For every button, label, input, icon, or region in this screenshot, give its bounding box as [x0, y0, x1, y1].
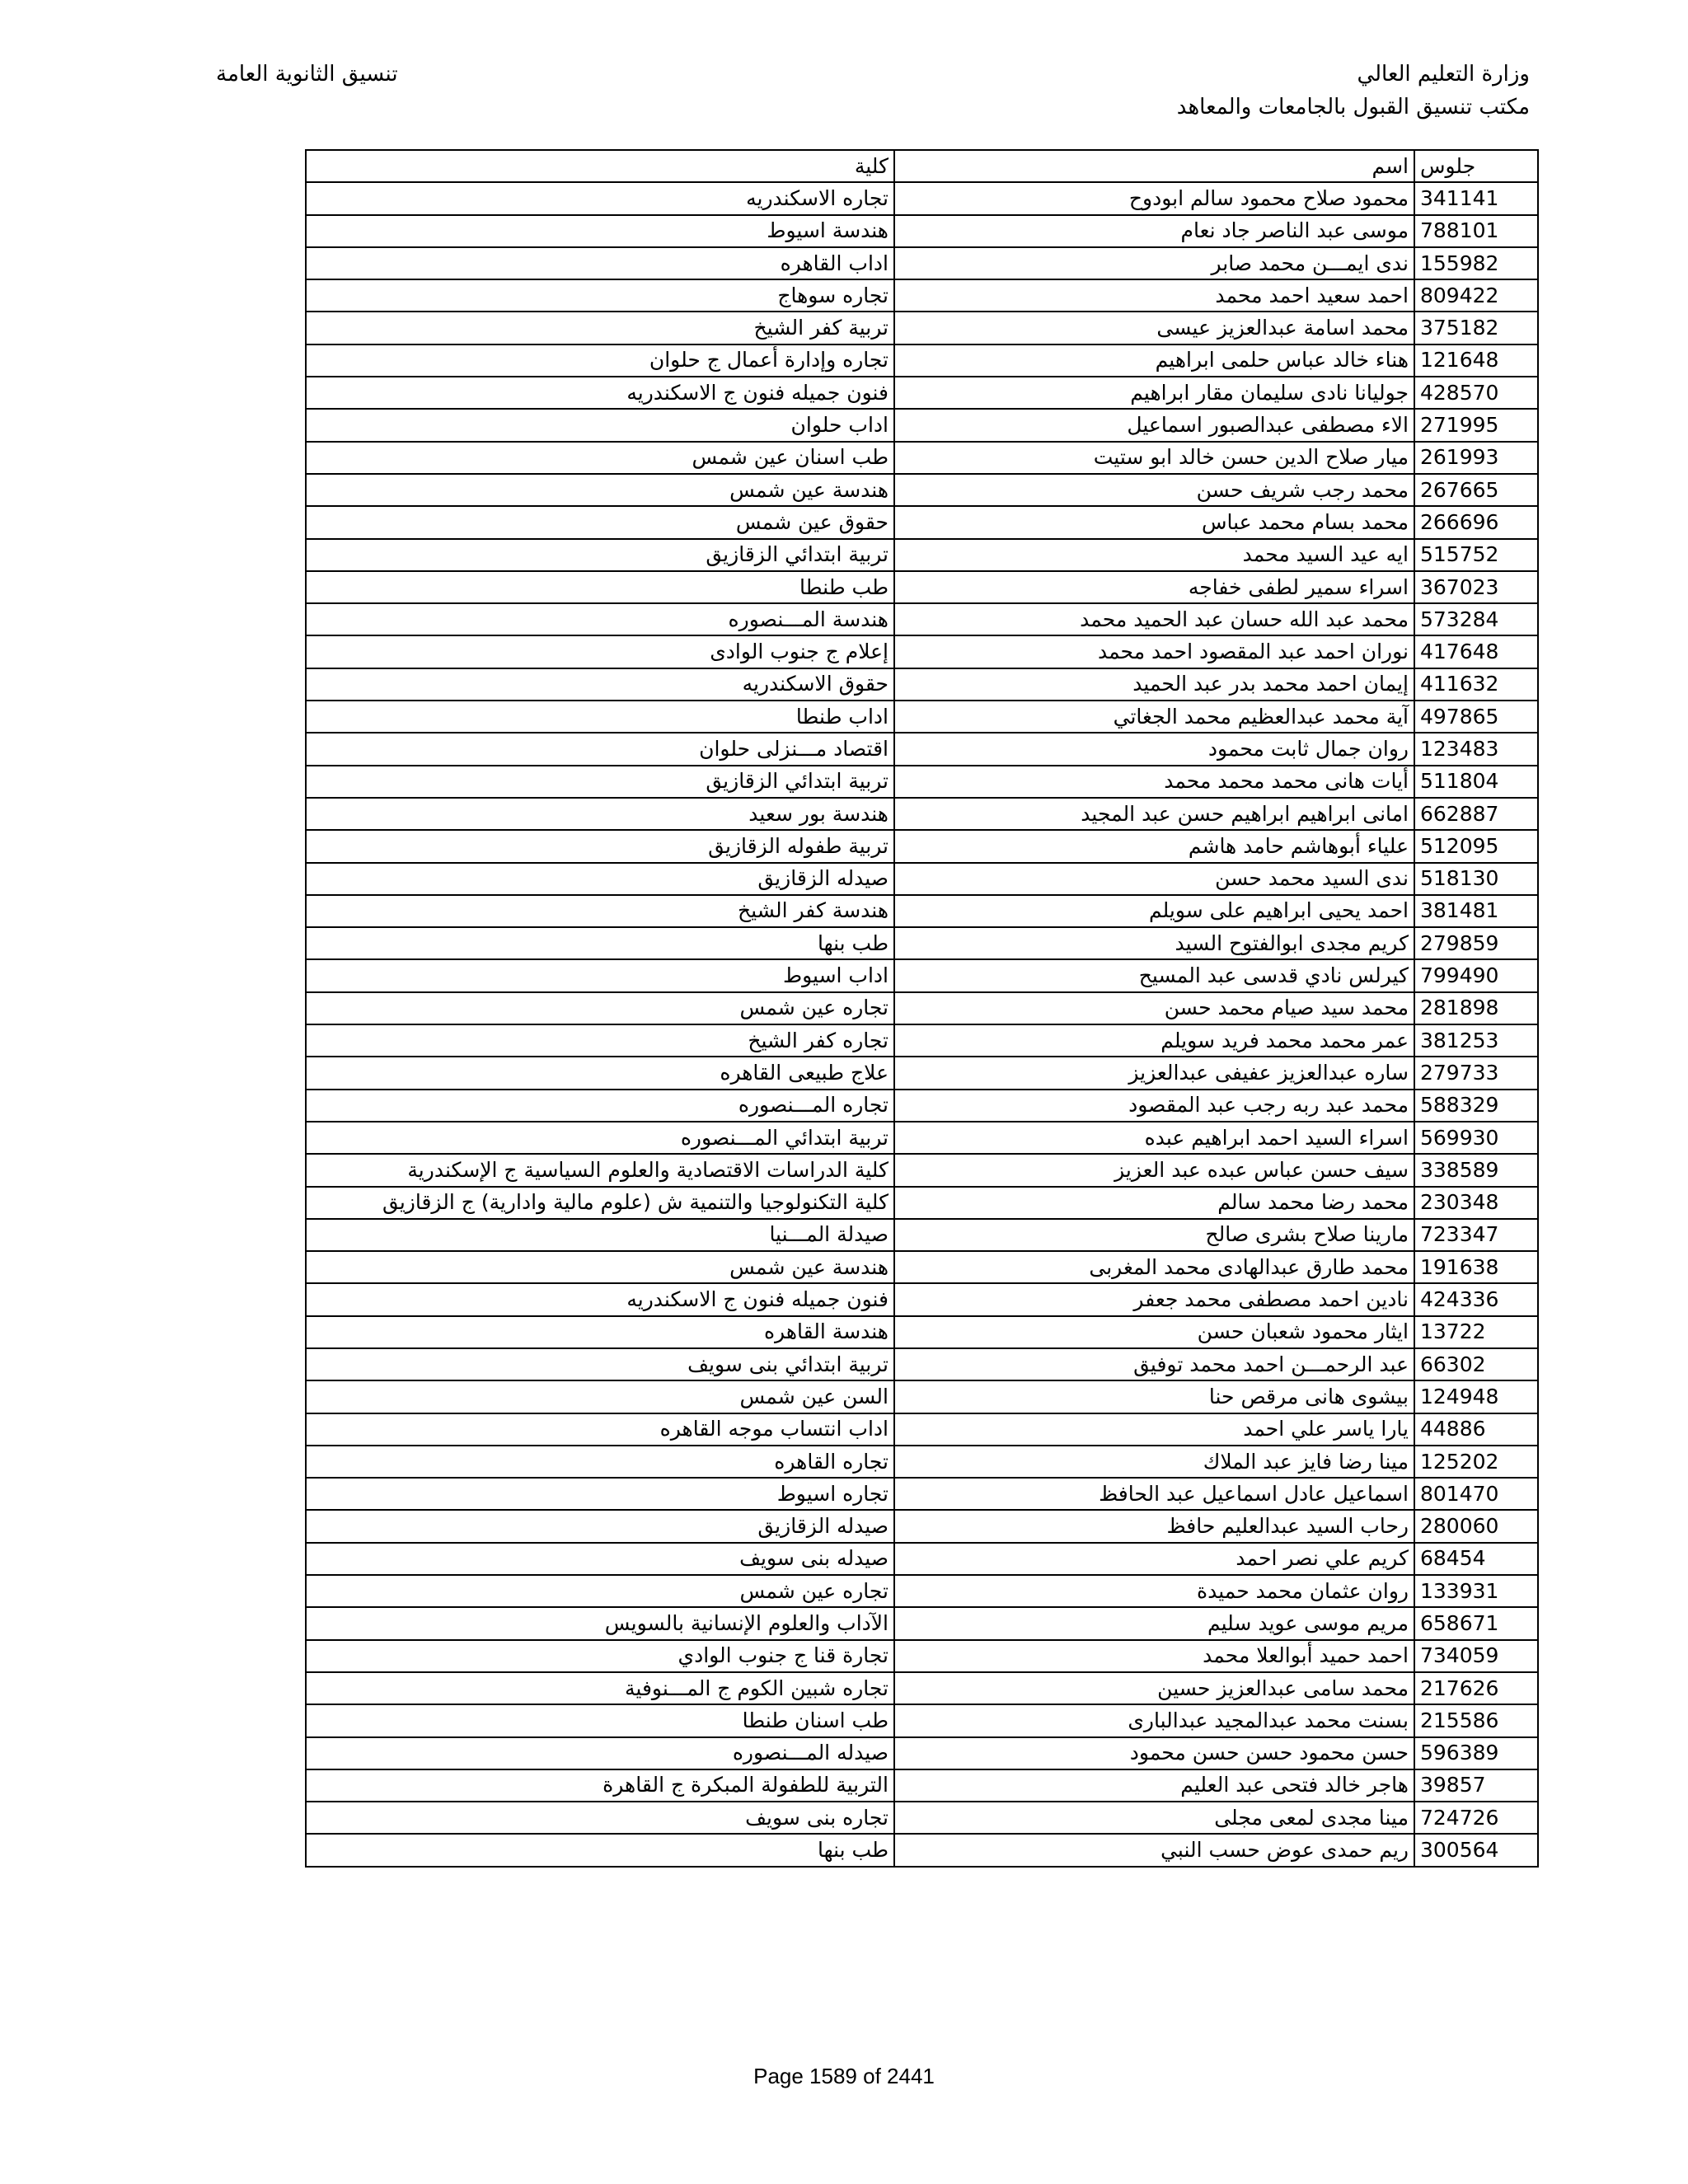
- name-cell: محمد سامى عبدالعزيز حسين: [894, 1672, 1414, 1704]
- seat-number-cell: 588329: [1414, 1090, 1538, 1122]
- name-cell: امانى ابراهيم ابراهيم حسن عبد المجيد: [894, 798, 1414, 830]
- admissions-table: [305, 149, 1539, 1868]
- ministry-title: وزارة التعليم العالي: [1357, 62, 1530, 87]
- name-cell: يارا ياسر علي احمد: [894, 1413, 1414, 1446]
- seat-number-cell: 217626: [1414, 1672, 1538, 1704]
- name-cell: اسراء السيد احمد ابراهيم عبده: [894, 1122, 1414, 1154]
- table-row: [306, 668, 1538, 701]
- faculty-cell: اقتصاد مـــنزلى حلوان: [306, 733, 894, 765]
- faculty-cell: اداب طنطا: [306, 701, 894, 733]
- table-row: [306, 1413, 1538, 1446]
- name-cell: كريم علي نصر احمد: [894, 1543, 1414, 1575]
- table-row: [306, 247, 1538, 279]
- seat-number-cell: 734059: [1414, 1640, 1538, 1672]
- name-cell: ريم حمدى عوض حسب النبي: [894, 1834, 1414, 1866]
- table-row: [306, 377, 1538, 409]
- table-row: [306, 1769, 1538, 1802]
- seat-number-cell: 267665: [1414, 474, 1538, 506]
- seat-number-cell: 66302: [1414, 1348, 1538, 1380]
- name-cell: احمد يحيى ابراهيم على سويلم: [894, 895, 1414, 927]
- faculty-cell: السن عين شمس: [306, 1380, 894, 1413]
- table-row: [306, 1575, 1538, 1607]
- table-row: [306, 312, 1538, 344]
- column-header-name: اسم: [894, 150, 1414, 182]
- faculty-cell: تجارة قنا ج جنوب الوادي: [306, 1640, 894, 1672]
- name-cell: حسن محمود حسن حسن محمود: [894, 1737, 1414, 1769]
- faculty-cell: تربية طفوله الزقازيق: [306, 830, 894, 862]
- name-cell: الاء مصطفى عبدالصبور اسماعيل: [894, 409, 1414, 441]
- faculty-cell: صيدله الزقازيق: [306, 863, 894, 895]
- seat-number-cell: 279859: [1414, 927, 1538, 959]
- faculty-cell: الآداب والعلوم الإنسانية بالسويس: [306, 1607, 894, 1639]
- seat-number-cell: 428570: [1414, 377, 1538, 409]
- seat-number-cell: 723347: [1414, 1219, 1538, 1251]
- table-row: [306, 798, 1538, 830]
- table-row: [306, 927, 1538, 959]
- office-title: مكتب تنسيق القبول بالجامعات والمعاهد: [1176, 95, 1530, 120]
- table-row: [306, 830, 1538, 862]
- faculty-cell: كلية التكنولوجيا والتنمية ش (علوم مالية وادارية) ج الزقازيق: [306, 1187, 894, 1219]
- table-row: [306, 1251, 1538, 1283]
- name-cell: مينا رضا فايز عبد الملاك: [894, 1446, 1414, 1478]
- table-row: [306, 1510, 1538, 1542]
- seat-number-cell: 121648: [1414, 344, 1538, 377]
- faculty-cell: إعلام ج جنوب الوادى: [306, 635, 894, 668]
- faculty-cell: صيدلة المـــنيا: [306, 1219, 894, 1251]
- seat-number-cell: 280060: [1414, 1510, 1538, 1542]
- seat-number-cell: 569930: [1414, 1122, 1538, 1154]
- name-cell: نادين احمد مصطفى محمد جعفر: [894, 1283, 1414, 1315]
- table-row: [306, 1090, 1538, 1122]
- seat-number-cell: 68454: [1414, 1543, 1538, 1575]
- page-number: Page 1589 of 2441: [753, 2064, 935, 2088]
- faculty-cell: صيدله بنى سويف: [306, 1543, 894, 1575]
- table-row: [306, 992, 1538, 1024]
- faculty-cell: تربية ابتدائي الزقازيق: [306, 766, 894, 798]
- seat-number-cell: 375182: [1414, 312, 1538, 344]
- name-cell: هناء خالد عباس حلمى ابراهيم: [894, 344, 1414, 377]
- table-row: [306, 1122, 1538, 1154]
- table-row: [306, 1446, 1538, 1478]
- table-row: [306, 1187, 1538, 1219]
- table-row: [306, 733, 1538, 765]
- seat-number-cell: 801470: [1414, 1478, 1538, 1510]
- seat-number-cell: 191638: [1414, 1251, 1538, 1283]
- faculty-cell: حقوق الاسكندريه: [306, 668, 894, 701]
- name-cell: ندى ايمـــن محمد صابر: [894, 247, 1414, 279]
- name-cell: محمد سيد صيام محمد حسن: [894, 992, 1414, 1024]
- seat-number-cell: 512095: [1414, 830, 1538, 862]
- name-cell: عبد الرحمـــن احمد محمد توفيق: [894, 1348, 1414, 1380]
- name-cell: كيرلس نادي قدسى عبد المسيح: [894, 959, 1414, 991]
- seat-number-cell: 125202: [1414, 1446, 1538, 1478]
- table-row: [306, 409, 1538, 441]
- admissions-table-body: [306, 150, 1538, 1867]
- faculty-cell: طب بنها: [306, 927, 894, 959]
- name-cell: روان عثمان محمد حميدة: [894, 1575, 1414, 1607]
- seat-number-cell: 215586: [1414, 1704, 1538, 1736]
- seat-number-cell: 281898: [1414, 992, 1538, 1024]
- faculty-cell: اداب اسيوط: [306, 959, 894, 991]
- table-row: [306, 474, 1538, 506]
- faculty-cell: تربية كفر الشيخ: [306, 312, 894, 344]
- seat-number-cell: 424336: [1414, 1283, 1538, 1315]
- table-row: [306, 506, 1538, 538]
- coordination-title: تنسيق الثانوية العامة: [216, 62, 398, 87]
- seat-number-cell: 123483: [1414, 733, 1538, 765]
- faculty-cell: طب بنها: [306, 1834, 894, 1866]
- faculty-cell: تجاره المـــنصوره: [306, 1090, 894, 1122]
- seat-number-cell: 44886: [1414, 1413, 1538, 1446]
- name-cell: ساره عبدالعزيز عفيفى عبدالعزيز: [894, 1057, 1414, 1089]
- faculty-cell: تجاره كفر الشيخ: [306, 1024, 894, 1057]
- seat-number-cell: 39857: [1414, 1769, 1538, 1802]
- table-row: [306, 539, 1538, 571]
- table-row: [306, 571, 1538, 603]
- faculty-cell: تربية ابتدائي المـــنصوره: [306, 1122, 894, 1154]
- faculty-cell: هندسة كفر الشيخ: [306, 895, 894, 927]
- seat-number-cell: 341141: [1414, 182, 1538, 214]
- seat-number-cell: 417648: [1414, 635, 1538, 668]
- name-cell: محمد رضا محمد سالم: [894, 1187, 1414, 1219]
- table-row: [306, 1024, 1538, 1057]
- seat-number-cell: 279733: [1414, 1057, 1538, 1089]
- name-cell: جوليانا نادى سليمان مقار ابراهيم: [894, 377, 1414, 409]
- name-cell: عمر محمد محمد فريد سويلم: [894, 1024, 1414, 1057]
- seat-number-cell: 266696: [1414, 506, 1538, 538]
- faculty-cell: حقوق عين شمس: [306, 506, 894, 538]
- faculty-cell: طب طنطا: [306, 571, 894, 603]
- seat-number-cell: 381253: [1414, 1024, 1538, 1057]
- table-row: [306, 1543, 1538, 1575]
- seat-number-cell: 724726: [1414, 1802, 1538, 1834]
- table-row: [306, 959, 1538, 991]
- seat-number-cell: 13722: [1414, 1316, 1538, 1348]
- faculty-cell: تجاره وإدارة أعمال ج حلوان: [306, 344, 894, 377]
- table-row: [306, 1348, 1538, 1380]
- faculty-cell: هندسة القاهره: [306, 1316, 894, 1348]
- name-cell: إيمان احمد محمد بدر عبد الحميد: [894, 668, 1414, 701]
- table-row: [306, 1283, 1538, 1315]
- table-row: [306, 766, 1538, 798]
- name-cell: محمد اسامة عبدالعزيز عيسى: [894, 312, 1414, 344]
- name-cell: اسماعيل عادل اسماعيل عبد الحافظ: [894, 1478, 1414, 1510]
- table-row: [306, 182, 1538, 214]
- seat-number-cell: 155982: [1414, 247, 1538, 279]
- table-row: [306, 1802, 1538, 1834]
- table-row: [306, 1704, 1538, 1736]
- faculty-cell: هندسة بور سعيد: [306, 798, 894, 830]
- faculty-cell: طب اسنان طنطا: [306, 1704, 894, 1736]
- name-cell: علياء أبوهاشم حامد هاشم: [894, 830, 1414, 862]
- name-cell: آية محمد عبدالعظيم محمد الجغاتي: [894, 701, 1414, 733]
- seat-number-cell: 511804: [1414, 766, 1538, 798]
- name-cell: محمد طارق عبدالهادى محمد المغربى: [894, 1251, 1414, 1283]
- seat-number-cell: 596389: [1414, 1737, 1538, 1769]
- seat-number-cell: 658671: [1414, 1607, 1538, 1639]
- faculty-cell: تجاره شبين الكوم ج المـــنوفية: [306, 1672, 894, 1704]
- name-cell: نوران احمد عبد المقصود احمد محمد: [894, 635, 1414, 668]
- name-cell: موسى عبد الناصر جاد نعام: [894, 215, 1414, 247]
- name-cell: هاجر خالد فتحى عبد العليم: [894, 1769, 1414, 1802]
- name-cell: مريم موسى عويد سليم: [894, 1607, 1414, 1639]
- table-row: [306, 1607, 1538, 1639]
- faculty-cell: تجاره عين شمس: [306, 1575, 894, 1607]
- seat-number-cell: 367023: [1414, 571, 1538, 603]
- name-cell: ايه عيد السيد محمد: [894, 539, 1414, 571]
- name-cell: بسنت محمد عبدالمجيد عبدالبارى: [894, 1704, 1414, 1736]
- name-cell: روان جمال ثابت محمود: [894, 733, 1414, 765]
- seat-number-cell: 271995: [1414, 409, 1538, 441]
- seat-number-cell: 133931: [1414, 1575, 1538, 1607]
- faculty-cell: تجاره اسيوط: [306, 1478, 894, 1510]
- name-cell: بيشوى هانى مرقص حنا: [894, 1380, 1414, 1413]
- faculty-cell: هندسة عين شمس: [306, 474, 894, 506]
- column-header-faculty: كلية: [306, 150, 894, 182]
- table-row: [306, 279, 1538, 312]
- table-header-row: [306, 150, 1538, 182]
- name-cell: ايثار محمود شعبان حسن: [894, 1316, 1414, 1348]
- faculty-cell: صيدله المـــنصوره: [306, 1737, 894, 1769]
- table-row: [306, 1672, 1538, 1704]
- seat-number-cell: 788101: [1414, 215, 1538, 247]
- name-cell: مينا مجدى لمعى مجلى: [894, 1802, 1414, 1834]
- table-row: [306, 701, 1538, 733]
- name-cell: ندى السيد محمد حسن: [894, 863, 1414, 895]
- seat-number-cell: 411632: [1414, 668, 1538, 701]
- table-row: [306, 1380, 1538, 1413]
- seat-number-cell: 809422: [1414, 279, 1538, 312]
- faculty-cell: اداب انتساب موجه القاهره: [306, 1413, 894, 1446]
- table-row: [306, 1219, 1538, 1251]
- table-row: [306, 215, 1538, 247]
- faculty-cell: اداب حلوان: [306, 409, 894, 441]
- table-row: [306, 1057, 1538, 1089]
- table-row: [306, 635, 1538, 668]
- table-row: [306, 1834, 1538, 1866]
- column-header-seat-number: جلوس: [1414, 150, 1538, 182]
- seat-number-cell: 518130: [1414, 863, 1538, 895]
- seat-number-cell: 662887: [1414, 798, 1538, 830]
- faculty-cell: تجاره القاهره: [306, 1446, 894, 1478]
- name-cell: محمد رجب شريف حسن: [894, 474, 1414, 506]
- seat-number-cell: 300564: [1414, 1834, 1538, 1866]
- name-cell: ميار صلاح الدين حسن خالد ابو ستيت: [894, 442, 1414, 474]
- seat-number-cell: 497865: [1414, 701, 1538, 733]
- seat-number-cell: 338589: [1414, 1154, 1538, 1186]
- faculty-cell: تربية ابتدائي بنى سويف: [306, 1348, 894, 1380]
- faculty-cell: فنون جميله فنون ج الاسكندريه: [306, 377, 894, 409]
- faculty-cell: تربية ابتدائي الزقازيق: [306, 539, 894, 571]
- name-cell: احمد سعيد احمد محمد: [894, 279, 1414, 312]
- table-row: [306, 442, 1538, 474]
- table-row: [306, 1478, 1538, 1510]
- seat-number-cell: 381481: [1414, 895, 1538, 927]
- faculty-cell: هندسة عين شمس: [306, 1251, 894, 1283]
- faculty-cell: تجاره عين شمس: [306, 992, 894, 1024]
- seat-number-cell: 124948: [1414, 1380, 1538, 1413]
- table-row: [306, 344, 1538, 377]
- faculty-cell: تجاره سوهاج: [306, 279, 894, 312]
- faculty-cell: علاج طبيعى القاهره: [306, 1057, 894, 1089]
- name-cell: اسراء سمير لطفى خفاجه: [894, 571, 1414, 603]
- name-cell: مارينا صلاح بشرى صالح: [894, 1219, 1414, 1251]
- faculty-cell: هندسة المـــنصوره: [306, 603, 894, 635]
- table-row: [306, 603, 1538, 635]
- name-cell: محمد عبد الله حسان عبد الحميد محمد: [894, 603, 1414, 635]
- faculty-cell: تجاره بنى سويف: [306, 1802, 894, 1834]
- name-cell: محمد عبد ربه رجب عبد المقصود: [894, 1090, 1414, 1122]
- faculty-cell: كلية الدراسات الاقتصادية والعلوم السياسية ج الإسكندرية: [306, 1154, 894, 1186]
- faculty-cell: تجاره الاسكندريه: [306, 182, 894, 214]
- faculty-cell: هندسة اسيوط: [306, 215, 894, 247]
- table-row: [306, 895, 1538, 927]
- name-cell: أيات هانى محمد محمد محمد: [894, 766, 1414, 798]
- table-row: [306, 1640, 1538, 1672]
- faculty-cell: فنون جميله فنون ج الاسكندريه: [306, 1283, 894, 1315]
- seat-number-cell: 799490: [1414, 959, 1538, 991]
- name-cell: محمد بسام محمد عباس: [894, 506, 1414, 538]
- seat-number-cell: 573284: [1414, 603, 1538, 635]
- faculty-cell: صيدله الزقازيق: [306, 1510, 894, 1542]
- seat-number-cell: 230348: [1414, 1187, 1538, 1219]
- name-cell: محمود صلاح محمود سالم ابودوح: [894, 182, 1414, 214]
- name-cell: رحاب السيد عبدالعليم حافظ: [894, 1510, 1414, 1542]
- table-row: [306, 1154, 1538, 1186]
- faculty-cell: التربية للطفولة المبكرة ج القاهرة: [306, 1769, 894, 1802]
- table-row: [306, 863, 1538, 895]
- table-row: [306, 1737, 1538, 1769]
- name-cell: احمد حميد أبوالعلا محمد: [894, 1640, 1414, 1672]
- name-cell: سيف حسن عباس عبده عبد العزيز: [894, 1154, 1414, 1186]
- faculty-cell: طب اسنان عين شمس: [306, 442, 894, 474]
- faculty-cell: اداب القاهره: [306, 247, 894, 279]
- name-cell: كريم مجدى ابوالفتوح السيد: [894, 927, 1414, 959]
- seat-number-cell: 515752: [1414, 539, 1538, 571]
- seat-number-cell: 261993: [1414, 442, 1538, 474]
- table-row: [306, 1316, 1538, 1348]
